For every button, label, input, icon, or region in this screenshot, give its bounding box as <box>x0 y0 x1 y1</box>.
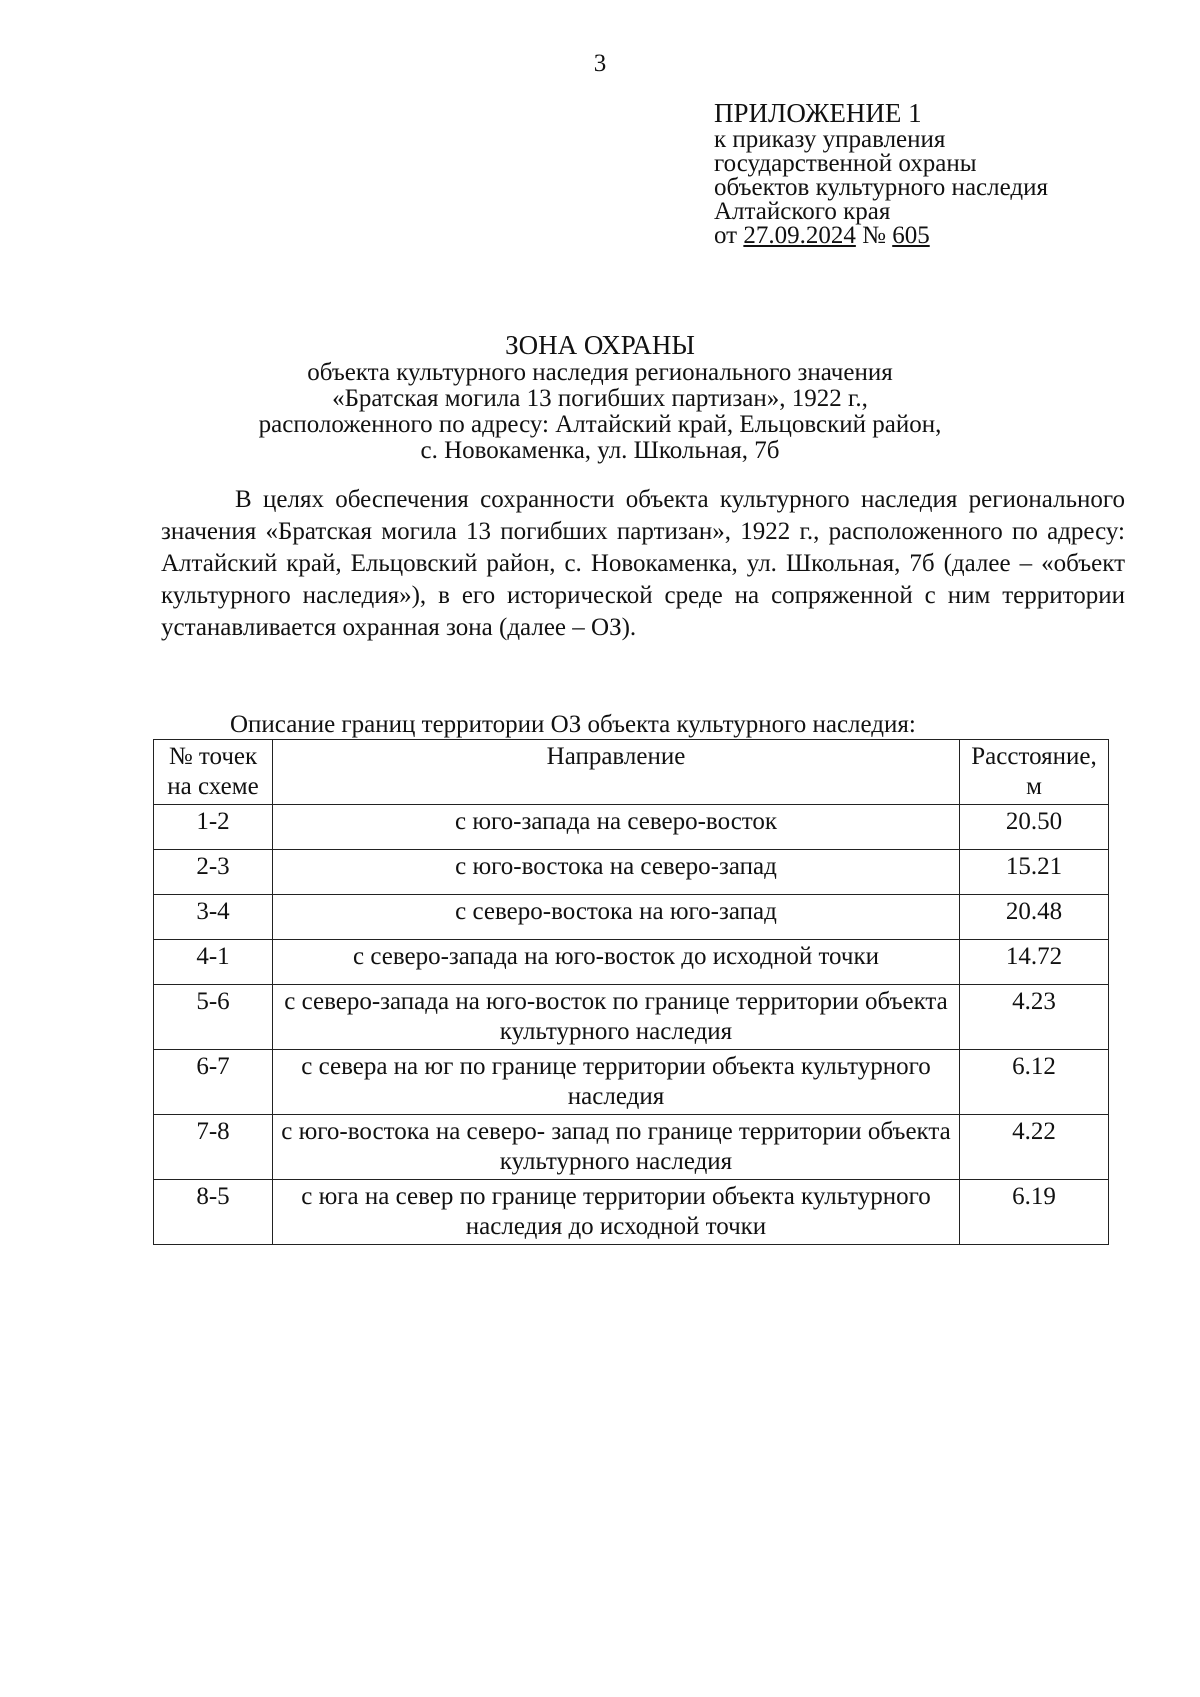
appendix-line: государственной охраны <box>714 150 977 177</box>
appendix-block <box>714 98 1048 248</box>
cell-direction: с северо-запада на юго-восток до исходной точки <box>273 940 960 985</box>
heading-line: объекта культурного наследия регионального значения <box>307 359 893 386</box>
cell-direction: с юга на север по границе территории объекта культурного наследия до исходной точки <box>273 1180 960 1245</box>
heading-line: «Братская могила 13 погибших партизан», 1922 г., <box>332 385 868 412</box>
cell-direction: с северо-запада на юго-восток по границе территории объекта культурного наследия <box>273 985 960 1050</box>
document-heading <box>0 330 1200 464</box>
cell-distance: 6.19 <box>960 1180 1109 1245</box>
cell-direction: с севера на юг по границе территории объекта культурного наследия <box>273 1050 960 1115</box>
boundary-table <box>153 739 1109 1245</box>
appendix-date-line <box>714 224 1048 248</box>
order-date: 27.09.2024 <box>743 222 856 249</box>
cell-distance: 4.23 <box>960 985 1109 1050</box>
appendix-line: Алтайского края <box>714 198 891 225</box>
number-prefix: № <box>862 222 886 249</box>
table-row <box>154 940 1109 985</box>
cell-direction: с юго-востока на северо-запад <box>273 850 960 895</box>
cell-direction: с юго-востока на северо- запад по границе территории объекта культурного наследия <box>273 1115 960 1180</box>
appendix-line: объектов культурного наследия <box>714 174 1048 201</box>
table-row <box>154 850 1109 895</box>
appendix-line: к приказу управления <box>714 126 946 153</box>
table-row <box>154 805 1109 850</box>
table-row <box>154 1050 1109 1115</box>
cell-distance: 4.22 <box>960 1115 1109 1180</box>
header-direction: Направление <box>273 740 960 805</box>
order-number: 605 <box>892 222 930 249</box>
table-row <box>154 1180 1109 1245</box>
heading-title: ЗОНА ОХРАНЫ <box>505 330 695 360</box>
cell-points: 6-7 <box>154 1050 273 1115</box>
header-points: № точек на схеме <box>154 740 273 805</box>
cell-points: 4-1 <box>154 940 273 985</box>
cell-distance: 20.50 <box>960 805 1109 850</box>
table-row <box>154 895 1109 940</box>
cell-points: 8-5 <box>154 1180 273 1245</box>
cell-direction: с северо-востока на юго-запад <box>273 895 960 940</box>
page-number: 3 <box>593 50 607 77</box>
table-caption: Описание границ территории ОЗ объекта культурного наследия: <box>230 711 916 738</box>
cell-points: 7-8 <box>154 1115 273 1180</box>
cell-direction: с юго-запада на северо-восток <box>273 805 960 850</box>
date-prefix: от <box>714 222 738 249</box>
cell-distance: 6.12 <box>960 1050 1109 1115</box>
cell-points: 2-3 <box>154 850 273 895</box>
cell-points: 5-6 <box>154 985 273 1050</box>
table-header-row <box>154 740 1109 805</box>
cell-points: 3-4 <box>154 895 273 940</box>
appendix-title: ПРИЛОЖЕНИЕ 1 <box>714 98 922 128</box>
cell-distance: 20.48 <box>960 895 1109 940</box>
heading-line: расположенного по адресу: Алтайский край, Ельцовский район, <box>258 411 942 438</box>
heading-line: с. Новокаменка, ул. Школьная, 7б <box>420 437 780 464</box>
cell-points: 1-2 <box>154 805 273 850</box>
table-row <box>154 985 1109 1050</box>
cell-distance: 15.21 <box>960 850 1109 895</box>
header-distance: Расстояние, м <box>960 740 1109 805</box>
table-row <box>154 1115 1109 1180</box>
body-paragraph: В целях обеспечения сохранности объекта культурного наследия регионального значения «Братская могила 13 погибших партизан», 1922 г., расположенного по адресу: Алтайский край, Ельцовский район, с. Новокаменка, ул. Школьная, 7б (далее – «объект культурного наследия»), в его исторической среде на сопряженной с ним территории устанавливается охранная зона (далее – ОЗ). <box>161 486 1125 641</box>
cell-distance: 14.72 <box>960 940 1109 985</box>
